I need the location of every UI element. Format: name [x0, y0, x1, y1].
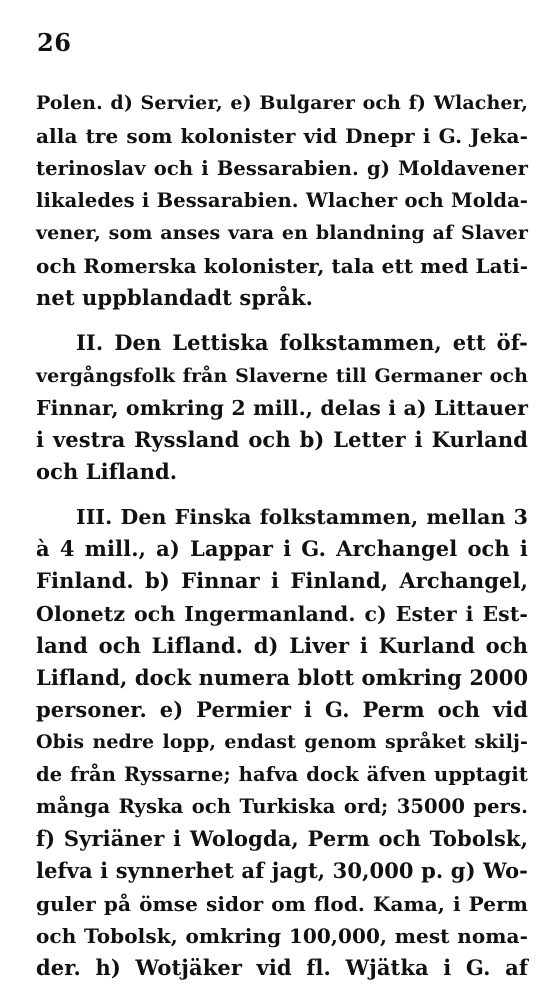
text-line: personer. e) Permier i G. Perm och vid: [36, 697, 528, 722]
text-line: Polen. d) Servier, e) Bulgarer och f) Wlacher,: [36, 92, 528, 114]
text-line: land och Lifland. d) Liver i Kurland och: [36, 633, 528, 658]
text-line: f) Syriäner i Wologda, Perm och Tobolsk,: [36, 826, 528, 851]
text-line: i vestra Ryssland och b) Letter i Kurland: [36, 427, 528, 452]
text-line: vener, som anses vara en blandning af Slaver: [36, 222, 528, 244]
text-line: terinoslav och i Bessarabien. g) Moldavener: [36, 157, 528, 180]
text-line: Finnar, omkring 2 mill., delas i a) Littauer: [36, 396, 528, 420]
text-line: à 4 mill., a) Lappar i G. Archangel och i: [36, 536, 528, 561]
text-line: II. Den Lettiska folkstammen, ett öf-: [76, 330, 528, 355]
text-line: Finland. b) Finnar i Finland, Archangel,: [36, 568, 528, 593]
text-line: många Ryska och Turkiska ord; 35000 pers.: [36, 795, 528, 818]
text-line: likaledes i Bessarabien. Wlacher och Molda-: [36, 189, 528, 212]
text-line: Obis nedre lopp, endast genom språket skilj-: [36, 731, 528, 753]
text-line: och Romerska kolonister, tala ett med Lati-: [36, 254, 529, 278]
text-line: guler på ömse sidor om flod. Kama, i Perm: [36, 892, 528, 916]
text-line: III. Den Finska folkstammen, mellan 3: [76, 505, 528, 529]
text-line: alla tre som kolonister vid Dnepr i G. Jeka-: [36, 124, 528, 148]
text-line: der. h) Wotjäker vid fl. Wjätka i G. af: [36, 955, 528, 980]
text-line: de från Ryssarne; hafva dock äfven upptagit: [36, 763, 528, 786]
text-line: vergångsfolk från Slaverne till Germaner och: [36, 365, 528, 387]
text-line: och Tobolsk, omkring 100,000, mest noma-: [36, 924, 528, 948]
text-line: och Lifland.: [36, 459, 178, 484]
text-line: net uppblandadt språk.: [36, 285, 314, 310]
text-line: Lifland, dock numera blott omkring 2000: [36, 665, 529, 690]
page-number: 26: [37, 28, 72, 57]
text-line: Olonetz och Ingermanland. c) Ester i Est-: [36, 602, 528, 626]
text-line: lefva i synnerhet af jagt, 30,000 p. g) Wo-: [36, 858, 528, 883]
